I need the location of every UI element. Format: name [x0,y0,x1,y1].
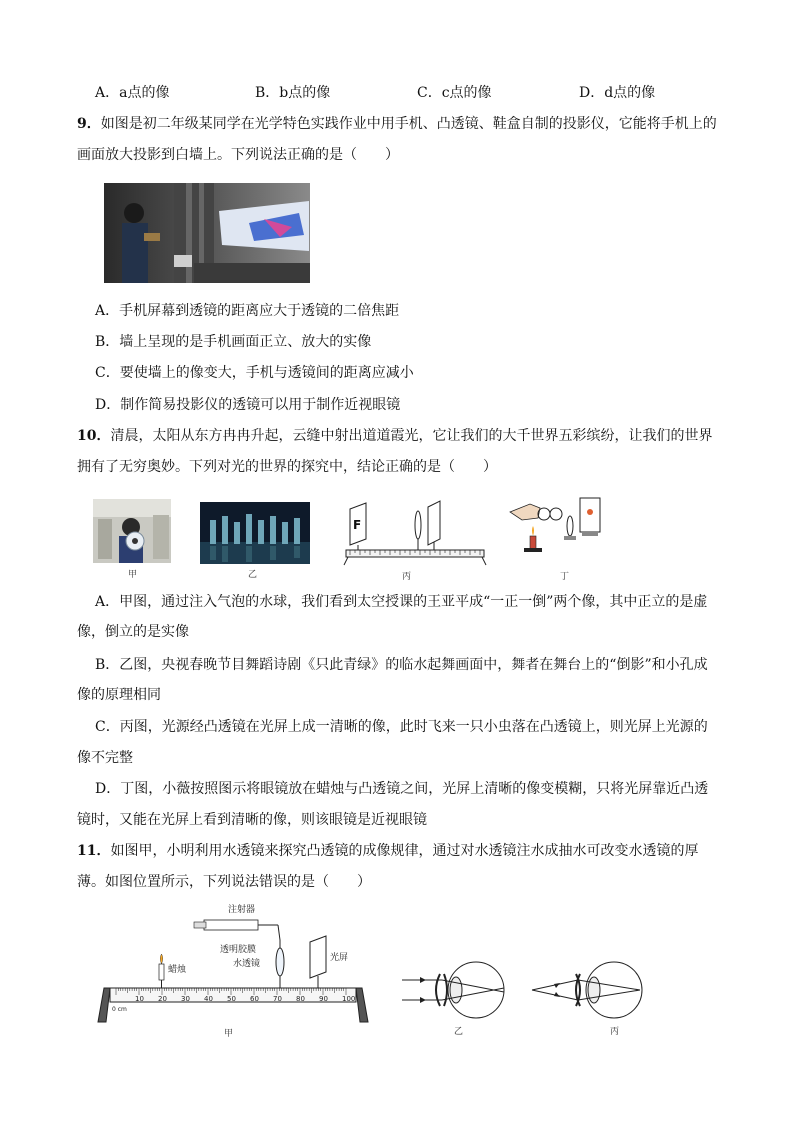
q11-label-syringe: 注射器 [228,905,256,915]
ruler-tick-label: 40 [204,995,213,1003]
q9-number: 9． [77,116,101,132]
q11-caption-yi: 乙 [454,1027,464,1037]
q8-options [95,82,715,102]
q9-stem-line1: 9．如图是初二年级某同学在光学特色实践作业中用手机、凸透镜、鞋盒自制的投影仪，它能将手机上的 [77,116,717,132]
q10-caption-ding: 丁 [560,572,570,582]
ruler-tick-label: 80 [296,995,305,1003]
q9-option-a[interactable]: A．手机屏幕到透镜的距离应大于透镜的二倍焦距 [95,303,400,319]
q8-option-b[interactable]: B．b点的像 [255,85,331,101]
ruler-tick-label: 10 [135,995,144,1003]
q10-option-d-line1[interactable]: D．丁图，小薇按照图示将眼镜放在蜡烛与凸透镜之间，光屏上清晰的像变模糊，只将光屏靠近凸透 [95,781,709,797]
q10-option-a-line2: 像，倒立的是实像 [77,624,189,640]
q8-option-d[interactable]: D．d点的像 [579,85,656,101]
q10-number: 10． [77,428,111,444]
q11-stem-line1: 11．如图甲，小明利用水透镜来探究凸透镜的成像规律，通过对水透镜注水成抽水可改变水透镜的厚 [77,843,699,859]
q11-label-candle: 蜡烛 [168,965,187,975]
q11-stem-line2: 薄。如图位置所示，下列说法错误的是（ ） [77,874,371,890]
q10-fig-bing-bench [340,495,490,567]
ruler-tick-label: 90 [319,995,328,1003]
q10-caption-jia: 甲 [128,570,138,580]
ruler-tick-label: 20 [158,995,167,1003]
q10-stem-line2: 拥有了无穷奥妙。下列对光的世界的探究中，结论正确的是（ ） [77,459,497,475]
q10-fig-ding-setup [508,490,610,560]
q9-stem-line2: 画面放大投影到白墙上。下列说法正确的是（ ） [77,147,399,163]
q9-option-b[interactable]: B．墙上呈现的是手机画面正立、放大的实像 [95,334,372,350]
q11-fig-yi-eye [400,958,510,1022]
q9-option-c[interactable]: C．要使墙上的像变大，手机与透镜间的距离应减小 [95,365,414,381]
ruler-tick-label: 60 [250,995,259,1003]
q10-fig-yi-photo [200,502,310,564]
q9-projector-photo [104,183,310,283]
q8-option-c[interactable]: C．c点的像 [417,85,492,101]
q11-label-film: 透明胶膜 [220,945,257,955]
ruler-tick-label: 50 [227,995,236,1003]
q11-unit-label: 0 cm [112,1006,127,1013]
q11-label-screen: 光屏 [330,953,349,963]
q10-option-c-line2: 像不完整 [77,750,133,766]
q8-option-a[interactable]: A．a点的像 [95,85,170,101]
q10-caption-yi: 乙 [248,570,258,580]
q10-caption-bing: 丙 [402,572,412,582]
q10-option-c-line1[interactable]: C．丙图，光源经凸透镜在光屏上成一清晰的像，此时飞来一只小虫落在凸透镜上，则光屏上光源的 [95,719,708,735]
q11-caption-bing: 丙 [610,1027,620,1037]
q9-option-d[interactable]: D．制作简易投影仪的透镜可以用于制作近视眼镜 [95,397,401,413]
q10-stem-line1: 10．清晨，太阳从东方冉冉升起，云缝中射出道道霞光，它让我们的大千世界五彩缤纷，让我们的世界 [77,428,713,444]
q10-fig-jia-photo [93,499,171,563]
q10-option-a-line1[interactable]: A．甲图，通过注入气泡的水球，我们看到太空授课的王亚平成“一正一倒”两个像，其中正立的是虚 [95,594,708,610]
ruler-tick-label: 100 [342,995,356,1003]
q11-fig-bing-eye [530,958,650,1022]
q11-number: 11． [77,843,111,859]
q10-screen-letter: F [353,518,362,532]
q11-label-water-lens: 水透镜 [233,959,261,969]
q10-option-b-line2: 像的原理相同 [77,687,161,703]
q11-fig-jia-bench [94,900,374,1025]
q11-caption-jia: 甲 [224,1029,234,1039]
q10-option-b-line1[interactable]: B．乙图，央视春晚节目舞蹈诗剧《只此青绿》的临水起舞画面中，舞者在舞台上的“倒影”和小孔成 [95,657,708,673]
q10-option-d-line2: 镜时，又能在光屏上看到清晰的像，则该眼镜是近视眼镜 [77,812,427,828]
ruler-tick-label: 30 [181,995,190,1003]
ruler-tick-label: 70 [273,995,282,1003]
